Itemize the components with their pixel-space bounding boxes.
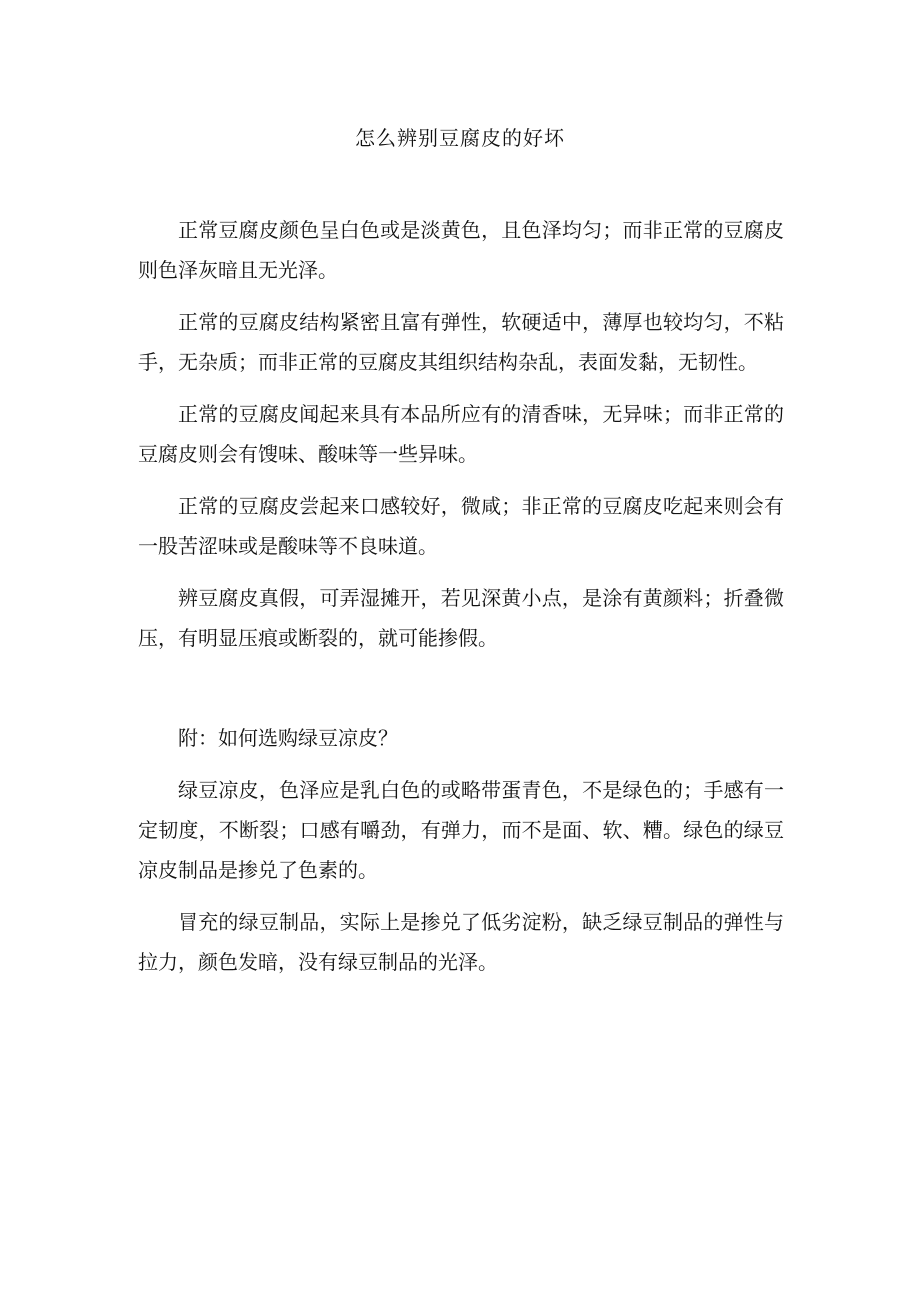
paragraph-texture: 正常的豆腐皮结构紧密且富有弹性，软硬适中，薄厚也较均匀，不粘手，无杂质；而非正常的豆腐皮其组织结构杂乱，表面发黏，无韧性。	[138, 310, 784, 374]
appendix-heading: 附：如何选购绿豆凉皮？	[178, 726, 398, 750]
section-gap	[138, 670, 784, 718]
document-body	[138, 210, 784, 994]
appendix-paragraph-2: 冒充的绿豆制品，实际上是掺兑了低劣淀粉，缺乏绿豆制品的弹性与拉力，颜色发暗，没有绿豆制品的光泽。	[138, 910, 784, 974]
paragraph-taste: 正常的豆腐皮尝起来口感较好，微咸；非正常的豆腐皮吃起来则会有一股苦涩味或是酸味等不良味道。	[138, 494, 784, 558]
appendix-paragraph-1: 绿豆凉皮，色泽应是乳白色的或略带蛋青色，不是绿色的；手感有一定韧度，不断裂；口感有嚼劲，有弹力，而不是面、软、糟。绿色的绿豆凉皮制品是掺兑了色素的。	[138, 778, 784, 882]
paragraph-color: 正常豆腐皮颜色呈白色或是淡黄色，且色泽均匀；而非正常的豆腐皮则色泽灰暗且无光泽。	[138, 218, 784, 282]
paragraph-smell: 正常的豆腐皮闻起来具有本品所应有的清香味，无异味；而非正常的豆腐皮则会有馊味、酸味等一些异味。	[138, 402, 784, 466]
paragraph-authenticity: 辨豆腐皮真假，可弄湿摊开，若见深黄小点，是涂有黄颜料；折叠微压，有明显压痕或断裂的，就可能掺假。	[138, 586, 784, 650]
document-title: 怎么辨别豆腐皮的好坏	[355, 126, 565, 150]
